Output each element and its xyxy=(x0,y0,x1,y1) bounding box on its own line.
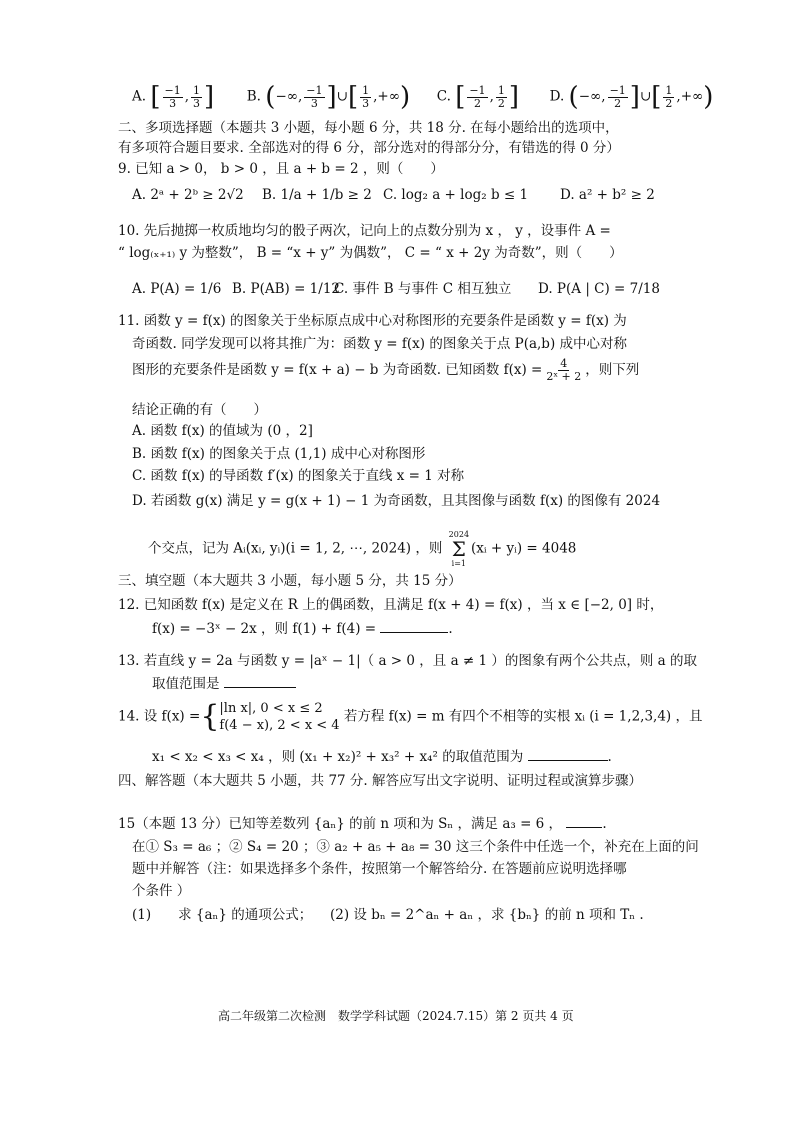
q8-option-d-label: D. xyxy=(549,88,565,105)
section2-title-line1: 二、多项选择题（本题共 3 小题，每小题 6 分，共 18 分. 在每小题给出的选项中， xyxy=(118,120,619,136)
q14-answer-blank[interactable] xyxy=(528,760,608,761)
fraction: $\frac{4}{\text{2ˣ + 2}}$ xyxy=(546,357,582,383)
left-bracket: [ xyxy=(150,82,161,112)
q11-option-b: B. 函数 f(x) 的图象关于点 (1,1) 成中心对称图形 xyxy=(132,446,426,462)
q11-option-d-line2: 个交点，记为 Aᵢ(xᵢ, yᵢ)(i = 1, 2, ⋯, 2024) ，则 2024 Σ i=1 (xᵢ + yᵢ) = 4048 xyxy=(148,530,577,568)
q15-part2: (2) 设 bₙ = 2^aₙ + aₙ ，求 {bₙ} 的前 n 项和 Tₙ . xyxy=(330,907,644,923)
fraction: $\frac{1}{3}$ xyxy=(193,83,201,110)
q8-option-c-label: C. xyxy=(436,88,451,105)
q10-line1: 10. 先后抛掷一枚质地均匀的骰子两次，记向上的点数分别为 x ， y ，设事件 A = xyxy=(118,223,611,239)
section2-title-line2: 有多项符合题目要求. 全部选对的得 6 分，部分选对的得部分分，有错选的得 0 分） xyxy=(118,140,620,156)
q15-part1: (1) 求 {aₙ} 的通项公式； xyxy=(132,907,313,923)
q12-answer-blank[interactable] xyxy=(380,632,448,633)
q12-line2: f(x) = −3ˣ − 2x ，则 f(1) + f(4) = . xyxy=(152,621,453,637)
q11-line4: 结论正确的有（ ） xyxy=(132,402,267,418)
q8-option-b-label: B. xyxy=(246,88,261,105)
q11-line2: 奇函数. 同学发现可以将其推广为：函数 y = f(x) 的图象关于点 P(a,b) 成中心对称 xyxy=(132,336,628,352)
right-bracket: ] xyxy=(204,82,215,112)
q9-option-d: D. a² + b² ≥ 2 xyxy=(560,187,655,203)
q9-option-c: C. log₂ a + log₂ b ≤ 1 xyxy=(383,187,529,203)
q13-answer-blank[interactable] xyxy=(224,687,296,688)
q12-line1: 12. 已知函数 f(x) 是定义在 R 上的偶函数，且满足 f(x + 4) = f(x) ，当 x ∈ [−2, 0] 时， xyxy=(118,597,664,613)
q11-option-a: A. 函数 f(x) 的值域为 (0 ，2] xyxy=(132,423,313,439)
q10-option-d: D. P(A | C) = 7/18 xyxy=(538,281,660,297)
fraction: $\frac{-1}{3}$ xyxy=(164,83,181,110)
q15-line4: 个条件 ） xyxy=(132,883,191,899)
section4-title: 四、解答题（本大题共 5 小题，共 77 分. 解答应写出文字说明、证明过程或演算步骤） xyxy=(118,773,643,789)
section3-title: 三、填空题（本大题共 3 小题，每小题 5 分，共 15 分） xyxy=(118,573,462,589)
piecewise-cases: |ln x|, 0 < x ≤ 2 f(4 − x), 2 < x < 4 xyxy=(219,701,340,733)
q9-option-a: A. 2ᵃ + 2ᵇ ≥ 2√2 xyxy=(132,187,244,203)
q11-option-c: C. 函数 f(x) 的导函数 f′(x) 的图象关于直线 x = 1 对称 xyxy=(132,468,465,484)
q15-condition-blank[interactable] xyxy=(566,827,602,828)
q15-line3: 题中并解答（注：如果选择多个条件，按照第一个解答给分. 在答题前应说明选择哪 xyxy=(132,861,627,877)
q14-line2: x₁ < x₂ < x₃ < x₄ ，则 (x₁ + x₂)² + x₃² + x₄² 的取值范围为 . xyxy=(152,749,612,765)
q9-stem: 9. 已知 a > 0， b > 0 ，且 a + b = 2 ，则（ ） xyxy=(118,161,444,177)
q8-option-a-label: A. xyxy=(132,88,147,105)
q10-option-a: A. P(A) = 1/6 xyxy=(132,281,222,297)
q10-option-c: C. 事件 B 与事件 C 相互独立 xyxy=(334,281,512,297)
q15-line2: 在① S₃ = a₆ ；② S₄ = 20 ；③ a₂ + a₅ + a₈ = 30 这三个条件中任选一个，补充在上面的问 xyxy=(132,839,699,855)
q11-option-d-line1: D. 若函数 g(x) 满足 y = g(x + 1) − 1 为奇函数，且其图像与函数 f(x) 的图像有 2024 xyxy=(132,493,661,509)
q13-line2: 取值范围是 xyxy=(152,675,296,693)
q11-line1: 11. 函数 y = f(x) 的图象关于坐标原点成中心对称图形的充要条件是函数 y = f(x) 为 xyxy=(118,313,627,329)
q15-line1: 15（本题 13 分）已知等差数列 {aₙ} 的前 n 项和为 Sₙ ，满足 a₃ = 6 ， . xyxy=(118,816,607,832)
q14-line1: 14. 设 f(x) ={ |ln x|, 0 < x ≤ 2 f(4 − x), 2 < x < 4 若方程 f(x) = m 有四个不相等的实根 xᵢ (i = 1,2,3,4) ，且 xyxy=(118,699,703,734)
q10-option-b: B. P(AB) = 1/12 xyxy=(232,281,340,297)
q10-line2: “ log₍ₓ₊₁₎ y 为整数”， B = “x + y” 为偶数”， C = “ x + 2y 为奇数”，则（ ） xyxy=(118,245,623,261)
q9-option-b: B. 1/a + 1/b ≥ 2 xyxy=(262,187,372,203)
page-footer: 高二年级第二次检测 数学学科试题（2024.7.15）第 2 页共 4 页 xyxy=(218,1009,574,1023)
summation-sign: 2024 Σ i=1 xyxy=(448,530,470,568)
q8-options: A. [ $\frac{-1}{3}$ , $\frac{1}{3}$ ] B. (−∞, $\frac{-1}{3}$ ]∪[ $\frac{1}{3}$ ,+∞) C. [ $\frac{-1}{2}$ , $\frac{1}{2}$ ] D. (−∞, $\frac{-1}{2}$ ]∪[ $\frac{1}{2}$ ,+∞) xyxy=(132,82,714,112)
q13-line1: 13. 若直线 y = 2a 与函数 y = |aˣ − 1|（ a > 0 ，且 a ≠ 1 ）的图象有两个公共点，则 a 的取 xyxy=(118,653,698,669)
q11-line3: 图形的充要条件是函数 y = f(x + a) − b 为奇函数. 已知函数 f(x) = $\frac{4}{\text{2ˣ + 2}}$ ，则下列 xyxy=(132,357,640,383)
